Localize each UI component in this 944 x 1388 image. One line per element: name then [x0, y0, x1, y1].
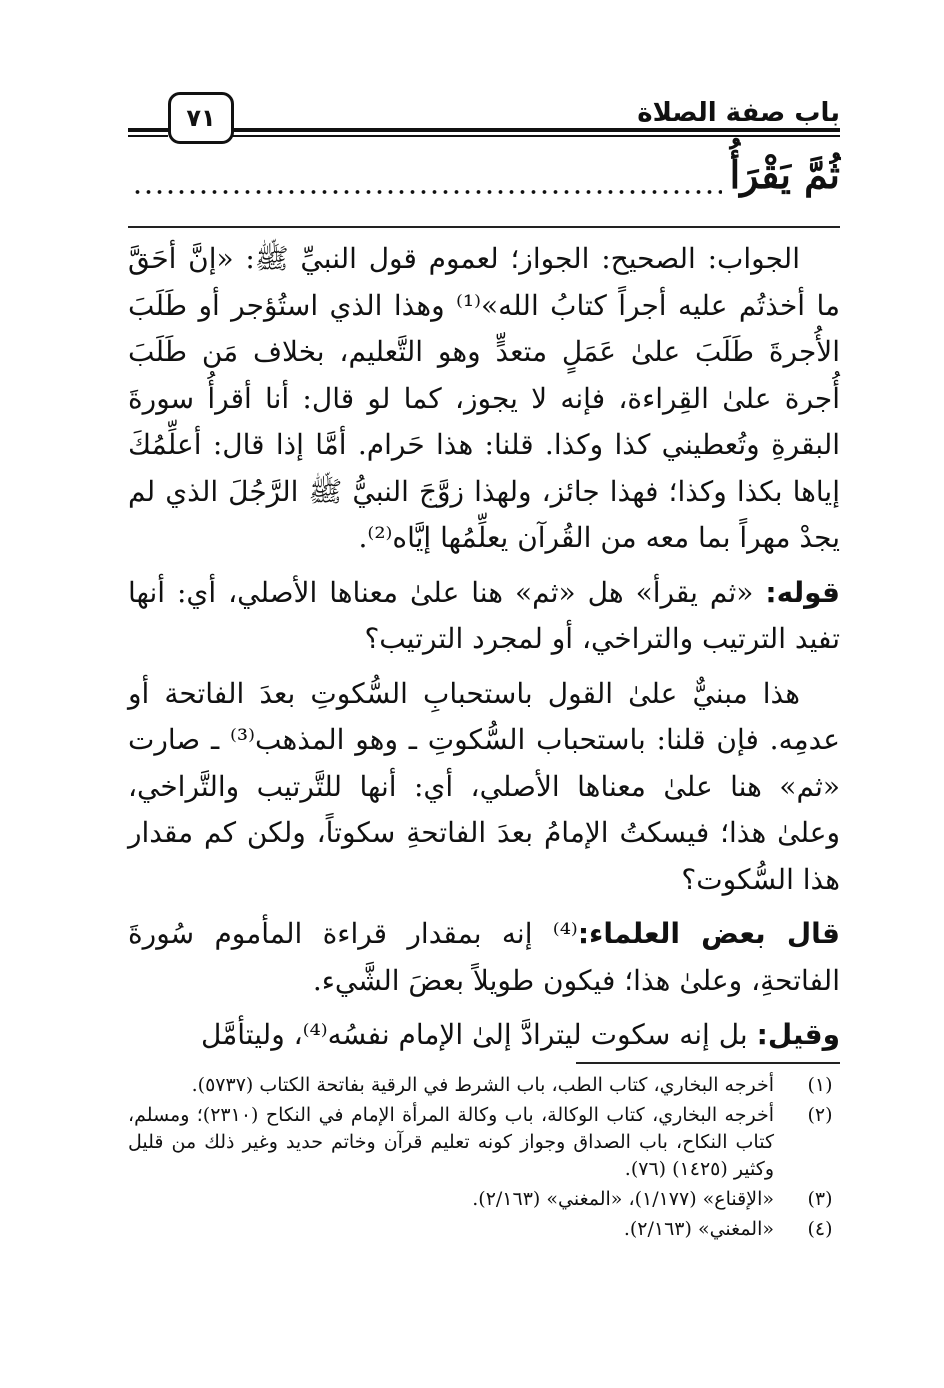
- chapter-title: باب صفة الصلاة: [637, 98, 840, 128]
- header-rule-left-thick: [128, 128, 168, 132]
- footnote: [128, 1072, 840, 1099]
- paragraph-text: الجواب: الصحيح: الجواز؛ لعموم قول النبيِّ ﷺ: «إنَّ أحَقَّ ما أخذتُم عليه أجراً كتابُ الله»⁽¹⁾ وهذا الذي استُؤجر أو طَلَبَ الأُجرةَ طَلَبَ علىٰ عَمَلٍ متعدٍّ وهو التَّعليم، بخلاف مَن طَلَبَ أُجرة علىٰ القِراءة، فإنه لا يجوز، كما لو قال: أنا أقرأُ سورةَ البقرةِ وتُعطيني كذا وكذا. قلنا: هذا حَرام. أمَّا إذا قال: أعلِّمُكَ إياها بكذا وكذا؛ فهذا جائز، ولهذا زوَّجَ النبيُّ ﷺ الرَّجُلَ الذي لم يجدْ مهراً بما معه من القُرآن يعلِّمُها إيَّاه⁽²⁾.: [128, 242, 840, 554]
- header-rule-thin: [232, 135, 840, 137]
- commentary-body: [128, 236, 840, 1067]
- footnote: [128, 1216, 840, 1243]
- paragraph-text: ⁽⁴⁾ إنه بمقدار قراءة المأموم سُورةَ الفاتحةِ، وعلىٰ هذا؛ فيكون طويلاً بعضَ الشَّيء.: [128, 917, 840, 997]
- paragraph-mabni: [128, 671, 840, 904]
- footnote-text: «الإقناع» (١/١٧٧)، «المغني» (٢/١٦٣).: [472, 1188, 774, 1210]
- paragraph-lead: قال بعض العلماء:: [577, 917, 840, 950]
- footnote-separator: [576, 1062, 840, 1064]
- header-rule-thick: [232, 128, 840, 132]
- paragraph-text: بل إنه سكوت ليترادَّ إلىٰ الإمام نفسُه⁽⁴⁾، وليتأمَّل: [201, 1018, 757, 1051]
- footnotes: [128, 1072, 840, 1246]
- running-header: [128, 92, 840, 152]
- footnote-text: أخرجه البخاري، كتاب الطب، باب الشرط في الرقية بفاتحة الكتاب (٥٧٣٧).: [191, 1074, 774, 1096]
- footnote-number: (٣): [807, 1188, 833, 1210]
- footnote-text: أخرجه البخاري، كتاب الوكالة، باب وكالة المرأة الإمام في النكاح (٢٣١٠)؛ ومسلم، كتاب النكاح، باب الصداق وجواز كونه تعليم قرآن وخاتم حديد وغير ذلك من قليل وكثير (١٤٢٥) (٧٦).: [128, 1104, 774, 1180]
- matn-dotted-leader: [132, 188, 722, 196]
- footnote-number: (٤): [807, 1218, 833, 1240]
- footnote-number: (٢): [807, 1104, 833, 1126]
- matn-line: [128, 152, 840, 212]
- paragraph-qala-bad: [128, 911, 840, 1004]
- paragraph-text: «ثم يقرأ» هل «ثم» هنا علىٰ معناها الأصلي، أي: أنها تفيد الترتيب والتراخي، أو لمجرد الترتيب؟: [128, 575, 840, 655]
- paragraph-lead: قوله:: [765, 575, 840, 609]
- header-rule-left-thin: [128, 135, 168, 137]
- page-number: ٧١: [168, 92, 234, 144]
- paragraph-lead: وقيل:: [756, 1018, 840, 1051]
- paragraph-text: هذا مبنيٌّ علىٰ القول باستحبابِ السُّكوتِ بعدَ الفاتحة أو عدمِه. فإن قلنا: باستحباب السُّكوتِ ـ وهو المذهب⁽³⁾ ـ صارت «ثم» هنا علىٰ معناها الأصلي، أي: أنها للتَّرتيب والتَّراخي، وعلىٰ هذا؛ فيسكتُ الإمامُ بعدَ الفاتحةِ سكوتاً، ولكن كم مقدار هذا السُّكوت؟: [128, 676, 840, 896]
- paragraph-wa-qila: [128, 1012, 840, 1059]
- paragraph-answer: [128, 236, 840, 562]
- matn-text: ثُمَّ يَقْرَأُ: [729, 152, 840, 197]
- footnote: [128, 1186, 840, 1213]
- paragraph-qawluhu: [128, 570, 840, 663]
- footnote: [128, 1102, 840, 1183]
- matn-separator: [128, 226, 840, 228]
- footnote-text: «المغني» (٢/١٦٣).: [623, 1218, 774, 1240]
- footnote-number: (١): [807, 1074, 833, 1096]
